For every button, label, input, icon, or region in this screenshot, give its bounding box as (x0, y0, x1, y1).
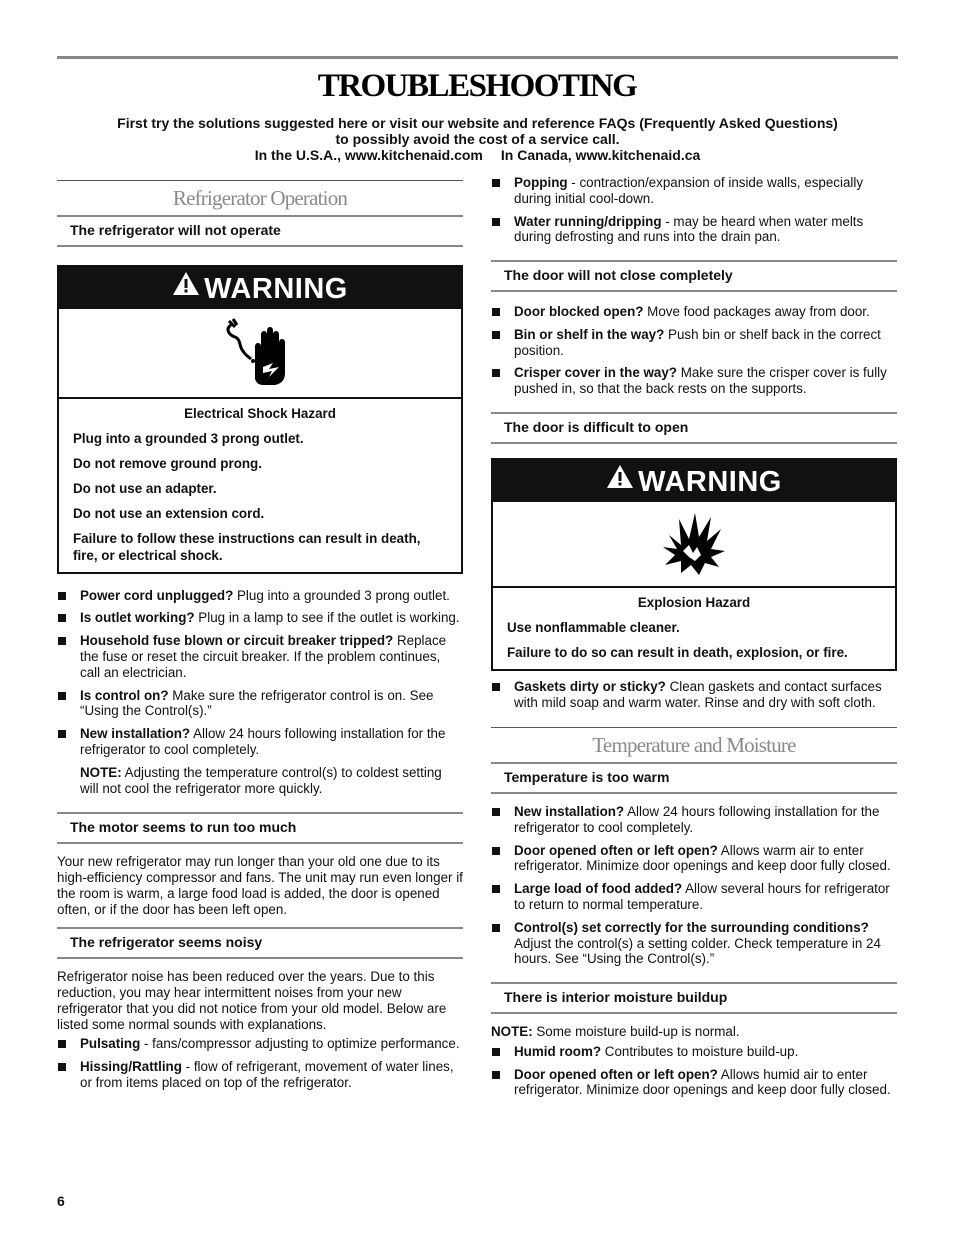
page-number: 6 (57, 1193, 65, 1209)
warning-line: Use nonflammable cleaner. (507, 619, 680, 635)
subhead-temperature-too-warm: Temperature is too warm (491, 762, 897, 794)
left-column (57, 180, 463, 1098)
bullet-list-noises-continued (491, 175, 897, 245)
list-item: Household fuse blown or circuit breaker tripped? Replace the fuse or reset the circuit breaker. If the problem continues, call an electrician. (57, 633, 463, 680)
warning-line: Do not use an adapter. (73, 480, 217, 496)
intro-line-2: to possibly avoid the cost of a service call. (335, 131, 620, 147)
warning-label: WARNING (204, 272, 348, 305)
electrical-shock-icon (59, 309, 461, 399)
canada-website[interactable]: In Canada, www.kitchenaid.ca (500, 147, 701, 163)
list-item: Popping - contraction/expansion of inside walls, especially during initial cool-down. (491, 175, 897, 207)
bullet-list-moisture (491, 1044, 897, 1098)
warning-line: Failure to follow these instructions can result in death, fire, or electrical shock. (73, 530, 421, 563)
bullet-list-will-not-operate (57, 588, 463, 758)
list-item: Crisper cover in the way? Make sure the crisper cover is fully pushed in, so that the back rests on the supports. (491, 365, 897, 397)
warning-label: WARNING (638, 465, 782, 498)
subhead-door-difficult-to-open: The door is difficult to open (491, 412, 897, 444)
list-item: New installation? Allow 24 hours following installation for the refrigerator to cool completely. (57, 726, 463, 758)
section-title-temperature-moisture: Temperature and Moisture (592, 733, 796, 758)
list-item: Gaskets dirty or sticky? Clean gaskets and contact surfaces with mild soap and warm water. Rinse and dry with soft cloth. (491, 679, 897, 711)
note: NOTE: Some moisture build-up is normal. (491, 1023, 740, 1039)
warning-box-explosion (491, 458, 897, 671)
intro (57, 115, 898, 163)
warning-line: Do not use an extension cord. (73, 505, 265, 521)
paragraph-motor: Your new refrigerator may run longer than your old one due to its high-efficiency compressor and fans. The unit may run even longer if the room is warm, a large food load is added, the door is opened often, or if the door has been left open. (57, 854, 463, 917)
list-item: Is outlet working? Plug in a lamp to see if the outlet is working. (57, 610, 463, 626)
explosion-icon (493, 502, 895, 588)
paragraph-noise: Refrigerator noise has been reduced over the years. Due to this reduction, you may hear intermittent noises from your new refrigerator that you did not notice from your old model. Below are listed some normal sounds with explanations. (57, 969, 447, 1032)
list-item: Door opened often or left open? Allows humid air to enter refrigerator. Minimize door openings and keep door fully closed. (491, 1067, 897, 1099)
hazard-title: Electrical Shock Hazard (184, 405, 336, 421)
list-item: Power cord unplugged? Plug into a grounded 3 prong outlet. (57, 588, 463, 604)
list-item: Control(s) set correctly for the surrounding conditions? Adjust the control(s) a setting colder. Check temperature in 24 hours. See “Using the Control(s).” (491, 920, 897, 967)
list-item: Bin or shelf in the way? Push bin or shelf back in the correct position. (491, 327, 897, 359)
list-item: Humid room? Contributes to moisture build-up. (491, 1044, 897, 1060)
warning-body (493, 588, 895, 669)
subhead-moisture-buildup: There is interior moisture buildup (491, 982, 897, 1014)
intro-line-3 (57, 147, 898, 163)
warning-triangle-icon (606, 458, 634, 502)
subhead-door-will-not-close: The door will not close completely (491, 260, 897, 292)
bullet-list-too-warm (491, 804, 897, 967)
list-item: Pulsating - fans/compressor adjusting to optimize performance. (57, 1036, 463, 1052)
page-title: TROUBLESHOOTING (317, 68, 637, 104)
subhead-will-not-operate: The refrigerator will not operate (57, 215, 463, 247)
bullet-list-noises (57, 1036, 463, 1090)
right-column (491, 175, 897, 1105)
note: NOTE: Adjusting the temperature control(s) to coldest setting will not cool the refrigerator more quickly. (80, 764, 442, 796)
list-item: Is control on? Make sure the refrigerator control is on. See “Using the Control(s).” (57, 688, 463, 720)
warning-box-electrical (57, 265, 463, 574)
list-item: Door opened often or left open? Allows warm air to enter refrigerator. Minimize door openings and keep door fully closed. (491, 843, 897, 875)
warning-body (59, 399, 461, 572)
usa-website[interactable]: In the U.S.A., www.kitchenaid.com (254, 147, 483, 163)
list-item: Hissing/Rattling - flow of refrigerant, movement of water lines, or from items placed on top of the refrigerator. (57, 1059, 463, 1091)
list-item: New installation? Allow 24 hours following installation for the refrigerator to cool completely. (491, 804, 897, 836)
warning-header (59, 267, 461, 309)
warning-line: Do not remove ground prong. (73, 455, 262, 471)
list-item: Door blocked open? Move food packages away from door. (491, 304, 897, 320)
top-rule (57, 56, 898, 59)
bullet-list-door-open (491, 679, 897, 711)
intro-line-1: First try the solutions suggested here or visit our website and reference FAQs (Frequently Asked Questions) (117, 115, 838, 131)
list-item: Large load of food added? Allow several hours for refrigerator to return to normal temperature. (491, 881, 897, 913)
warning-triangle-icon (172, 265, 200, 309)
bullet-list-door-close (491, 304, 897, 397)
warning-line: Failure to do so can result in death, explosion, or fire. (507, 644, 848, 660)
subhead-motor-runs-too-much: The motor seems to run too much (57, 812, 463, 844)
subhead-seems-noisy: The refrigerator seems noisy (57, 927, 463, 959)
hazard-title: Explosion Hazard (637, 594, 751, 610)
warning-header (493, 460, 895, 502)
warning-line: Plug into a grounded 3 prong outlet. (73, 430, 304, 446)
list-item: Water running/dripping - may be heard when water melts during defrosting and runs into the drain pan. (491, 214, 897, 246)
section-title-refrigerator-operation: Refrigerator Operation (172, 186, 348, 210)
